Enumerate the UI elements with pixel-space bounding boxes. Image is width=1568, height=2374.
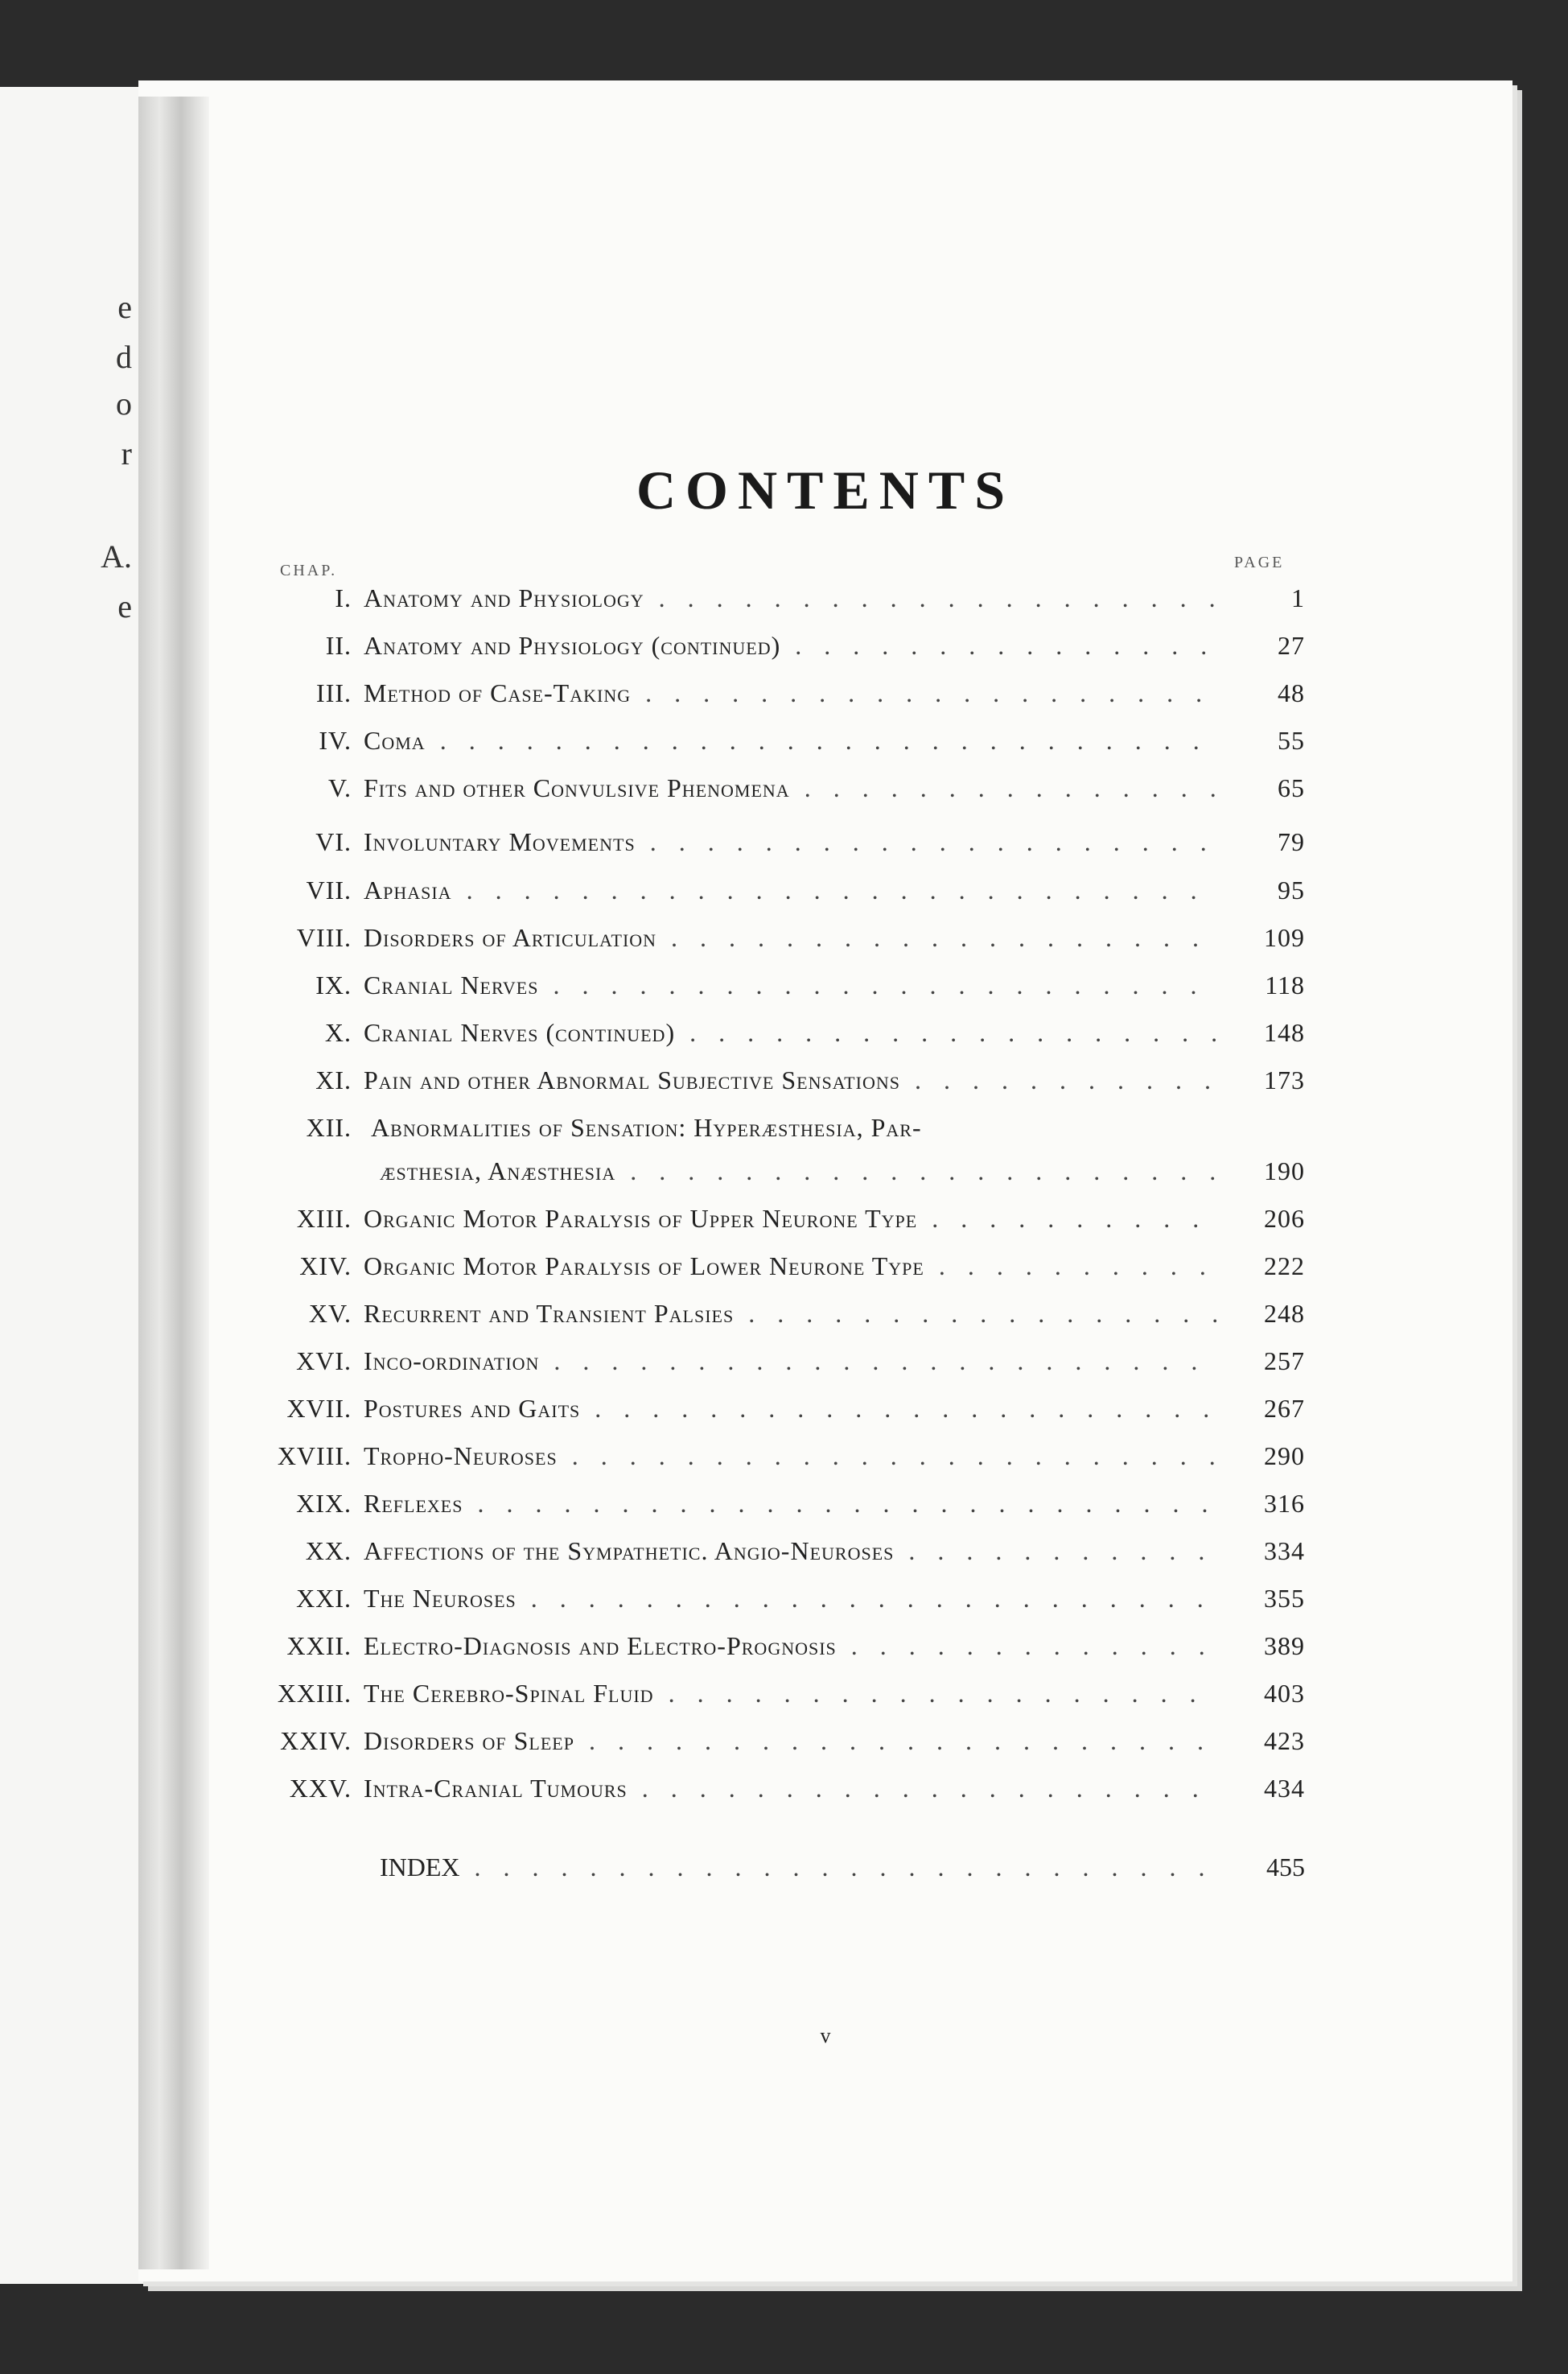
chapter-number: XIX. <box>296 1489 352 1518</box>
chapter-number: XXI. <box>296 1584 352 1613</box>
page-number: 316 <box>1264 1489 1305 1518</box>
page-number: 55 <box>1278 726 1305 755</box>
facing-page-fragment: e <box>117 588 132 624</box>
contents-page <box>138 80 1512 2281</box>
chapter-title: The Cerebro-Spinal Fluid . . <box>364 1679 1216 1708</box>
toc-entry <box>243 678 1305 723</box>
chapter-title: Organic Motor Paralysis of Lower Neurone Type . . <box>364 1251 1216 1281</box>
toc-entry <box>243 726 1305 771</box>
toc-entry <box>243 1631 1305 1676</box>
chapter-number: XXIII. <box>277 1679 352 1708</box>
chapter-title: Anatomy and Physiology (continued) . . <box>364 631 1216 661</box>
facing-page-fragment: e <box>117 289 132 325</box>
toc-entry-continuation <box>243 1156 1305 1201</box>
page-number: 109 <box>1264 923 1305 952</box>
chapter-number: III. <box>316 678 352 707</box>
chapter-title: Involuntary Movements . . <box>364 827 1216 857</box>
page-number: 403 <box>1264 1679 1305 1708</box>
page-number: 248 <box>1264 1299 1305 1328</box>
toc-entry <box>243 1679 1305 1724</box>
chapter-number: XI. <box>315 1065 352 1094</box>
chapter-title: Postures and Gaits . . <box>364 1394 1216 1424</box>
toc-entry <box>243 1394 1305 1439</box>
toc-entry <box>243 1346 1305 1391</box>
facing-page-fragment: r <box>121 435 132 472</box>
page-number: 355 <box>1264 1584 1305 1613</box>
toc-entry <box>243 1113 922 1143</box>
toc-entry <box>243 923 1305 968</box>
toc-entry <box>243 1489 1305 1534</box>
facing-page-fragment: o <box>116 385 132 422</box>
page-number: 334 <box>1264 1536 1305 1565</box>
toc-entry <box>243 827 1305 872</box>
toc-entry <box>243 1018 1305 1063</box>
index-label: INDEX . . <box>380 1853 1216 1882</box>
toc-entry <box>243 583 1305 629</box>
chapter-number: XVII. <box>286 1394 352 1423</box>
page-number: 27 <box>1278 631 1305 660</box>
facing-page-fragment: A. <box>101 538 132 575</box>
facing-page <box>0 87 146 2284</box>
page-number: 95 <box>1278 876 1305 905</box>
chapter-title: Electro-Diagnosis and Electro-Prognosis . . <box>364 1631 1216 1661</box>
toc-entry <box>243 773 1305 818</box>
folio-page-number: v <box>820 2024 831 2047</box>
chapter-title: Abnormalities of Sensation: Hyperæsthesia, Par- <box>371 1113 922 1142</box>
chapter-title: Tropho-Neuroses . . <box>364 1441 1216 1471</box>
chapter-title: Reflexes . . <box>364 1489 1216 1519</box>
chapter-number: XIV. <box>299 1251 352 1280</box>
page-number: 65 <box>1278 773 1305 802</box>
chapter-number: V. <box>328 773 352 802</box>
toc-entry <box>243 1065 1305 1111</box>
toc-entry <box>243 1204 1305 1249</box>
page-number: 79 <box>1278 827 1305 856</box>
chapter-title: Inco-ordination . . <box>364 1346 1216 1376</box>
chapter-title: Method of Case-Taking . . <box>364 678 1216 708</box>
page-number: 118 <box>1265 971 1305 999</box>
toc-entry <box>243 1299 1305 1344</box>
page-number: 222 <box>1264 1251 1305 1280</box>
chapter-title: Fits and other Convulsive Phenomena . . <box>364 773 1216 803</box>
toc-entry <box>243 1251 1305 1296</box>
chapter-number: VI. <box>315 827 352 856</box>
chapter-number: XIII. <box>296 1204 352 1233</box>
page-number: 148 <box>1264 1018 1305 1047</box>
page-number: 389 <box>1264 1631 1305 1660</box>
toc-entry <box>243 1774 1305 1819</box>
chapter-title: Disorders of Sleep . . <box>364 1726 1216 1756</box>
chapter-number: XX. <box>305 1536 352 1565</box>
chapter-number: XVI. <box>296 1346 352 1375</box>
page-column-header: PAGE <box>1234 554 1285 571</box>
facing-page-fragment: d <box>116 339 132 375</box>
page-title: CONTENTS <box>636 460 1015 521</box>
chapter-number: XXV. <box>289 1774 352 1803</box>
chapter-number: XV. <box>308 1299 352 1328</box>
chapter-number: II. <box>325 631 352 660</box>
chapter-title: Cranial Nerves . . <box>364 971 1216 1000</box>
chapter-title: Affections of the Sympathetic. Angio-Neuroses . . <box>364 1536 1216 1566</box>
page-number: 1 <box>1291 583 1305 612</box>
page-number: 434 <box>1264 1774 1305 1803</box>
chapter-number: X. <box>324 1018 352 1047</box>
chapter-title: Intra-Cranial Tumours . . <box>364 1774 1216 1803</box>
page-number: 173 <box>1264 1065 1305 1094</box>
chapter-title: Cranial Nerves (continued) . . <box>364 1018 1216 1048</box>
chapter-number: I. <box>335 583 352 612</box>
page-number: 190 <box>1264 1156 1305 1185</box>
chapter-title: Anatomy and Physiology . . <box>364 583 1216 613</box>
page-number: 455 <box>1266 1853 1305 1881</box>
chapter-title: Recurrent and Transient Palsies . . <box>364 1299 1216 1329</box>
toc-entry <box>243 1584 1305 1629</box>
toc-entry <box>243 1536 1305 1581</box>
chapter-title: The Neuroses . . <box>364 1584 1216 1614</box>
chapter-column-header: CHAP. <box>280 562 338 579</box>
chapter-number: XXIV. <box>280 1726 352 1755</box>
page-number: 267 <box>1264 1394 1305 1423</box>
toc-entry <box>243 971 1305 1016</box>
chapter-number: XVIII. <box>277 1441 352 1470</box>
toc-entry <box>243 876 1305 921</box>
toc-entry <box>243 1441 1305 1486</box>
chapter-title: Disorders of Articulation . . <box>364 923 1216 953</box>
page-number: 206 <box>1264 1204 1305 1233</box>
chapter-title: Aphasia . . <box>364 876 1216 905</box>
page-number: 423 <box>1264 1726 1305 1755</box>
toc-entry <box>243 1726 1305 1771</box>
chapter-title-continued: æsthesia, Anæsthesia . . <box>380 1156 1216 1186</box>
chapter-number: IX. <box>315 971 352 999</box>
page-number: 48 <box>1278 678 1305 707</box>
chapter-number: IV. <box>319 726 352 755</box>
page-number: 257 <box>1264 1346 1305 1375</box>
page-number: 290 <box>1264 1441 1305 1470</box>
chapter-number: XXII. <box>286 1631 352 1660</box>
chapter-number: VII. <box>306 876 352 905</box>
chapter-title: Organic Motor Paralysis of Upper Neurone Type . . <box>364 1204 1216 1234</box>
chapter-number: VIII. <box>296 923 352 952</box>
toc-index-entry <box>243 1853 1305 1898</box>
toc-entry <box>243 631 1305 676</box>
chapter-title: Coma . . <box>364 726 1216 756</box>
chapter-number: XII. <box>306 1113 352 1142</box>
chapter-title: Pain and other Abnormal Subjective Sensations . . <box>364 1065 1216 1095</box>
page-gutter-shadow <box>138 97 209 2269</box>
